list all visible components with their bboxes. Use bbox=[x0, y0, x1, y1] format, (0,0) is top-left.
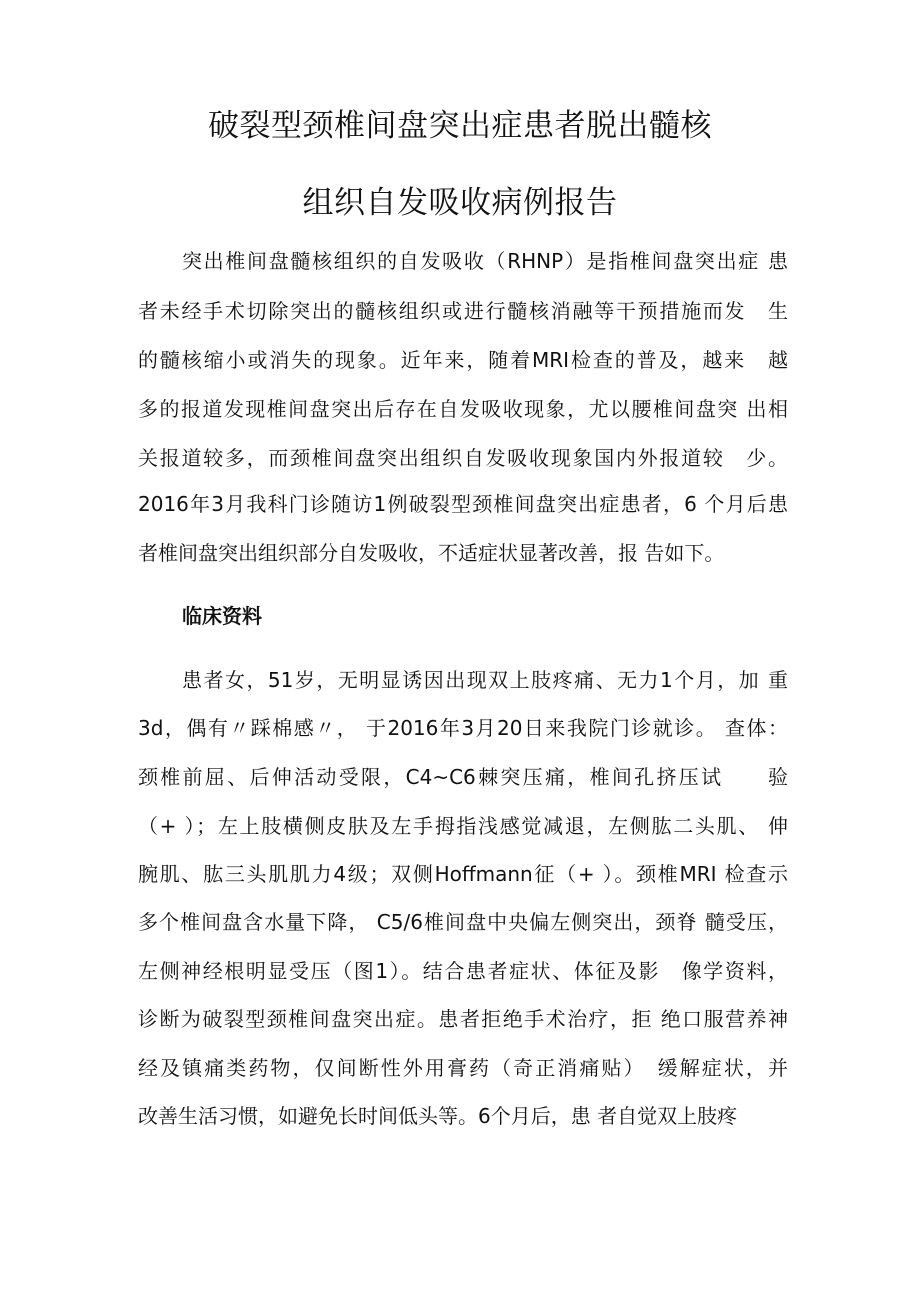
intro-line: 关报道较多，而颈椎间盘突出组织自发吸收现象国内外报道较 少。 bbox=[138, 446, 788, 470]
case-line: 左侧神经根明显受压（图1）。结合患者症状、体征及影 像学资料， bbox=[138, 959, 788, 983]
intro-line: 多的报道发现椎间盘突出后存在自发吸收现象，尤以腰椎间盘突 出相 bbox=[138, 397, 788, 421]
intro-line: 的髓核缩小或消失的现象。近年来，随着MRI检查的普及，越来 越 bbox=[138, 348, 788, 372]
case-line: 腕肌、肱三头肌肌力4级；双侧Hoffmann征（+ ）。颈椎MRI 检查示 bbox=[138, 862, 788, 886]
intro-line: 者椎间盘突出组织部分自发吸收，不适症状显著改善，报 告如下。 bbox=[138, 541, 725, 565]
intro-line: 者未经手术切除突出的髓核组织或进行髓核消融等干预措施而发 生 bbox=[138, 299, 788, 323]
case-line: 多个椎间盘含水量下降， C5/6椎间盘中央偏左侧突出，颈脊 髓受压， bbox=[138, 910, 788, 934]
case-line: 经及镇痛类药物，仅间断性外用膏药（奇正消痛贴） 缓解症状，并 bbox=[138, 1056, 788, 1080]
case-line: 改善生活习惯，如避免长时间低头等。6个月后，患 者自觉双上肢疼 bbox=[138, 1104, 738, 1128]
section-heading: 临床资料 bbox=[182, 604, 262, 628]
intro-line: 突出椎间盘髓核组织的自发吸收（RHNP）是指椎间盘突出症 患 bbox=[182, 249, 788, 273]
case-line: 患者女，51岁，无明显诱因出现双上肢疼痛、无力1个月，加 重 bbox=[182, 668, 788, 692]
case-line: 诊断为破裂型颈椎间盘突出症。患者拒绝手术治疗，拒 绝口服营养神 bbox=[138, 1007, 788, 1031]
case-line: 颈椎前屈、后伸活动受限，C4~C6棘突压痛，椎间孔挤压试 验 bbox=[138, 765, 788, 789]
intro-line: 2016年3月我科门诊随访1例破裂型颈椎间盘突出症患者，6 个月后患 bbox=[138, 492, 788, 516]
title-line-1: 破裂型颈椎间盘突出症患者脱出髓核 bbox=[208, 108, 712, 144]
case-line: （+ ）；左上肢横侧皮肤及左手拇指浅感觉减退，左侧肱二头肌、 伸 bbox=[138, 814, 788, 838]
title-line-2: 组织自发吸收病例报告 bbox=[302, 185, 618, 221]
case-line: 3d，偶有〃踩棉感〃， 于2016年3月20日来我院门诊就诊。 查体： bbox=[138, 716, 788, 740]
